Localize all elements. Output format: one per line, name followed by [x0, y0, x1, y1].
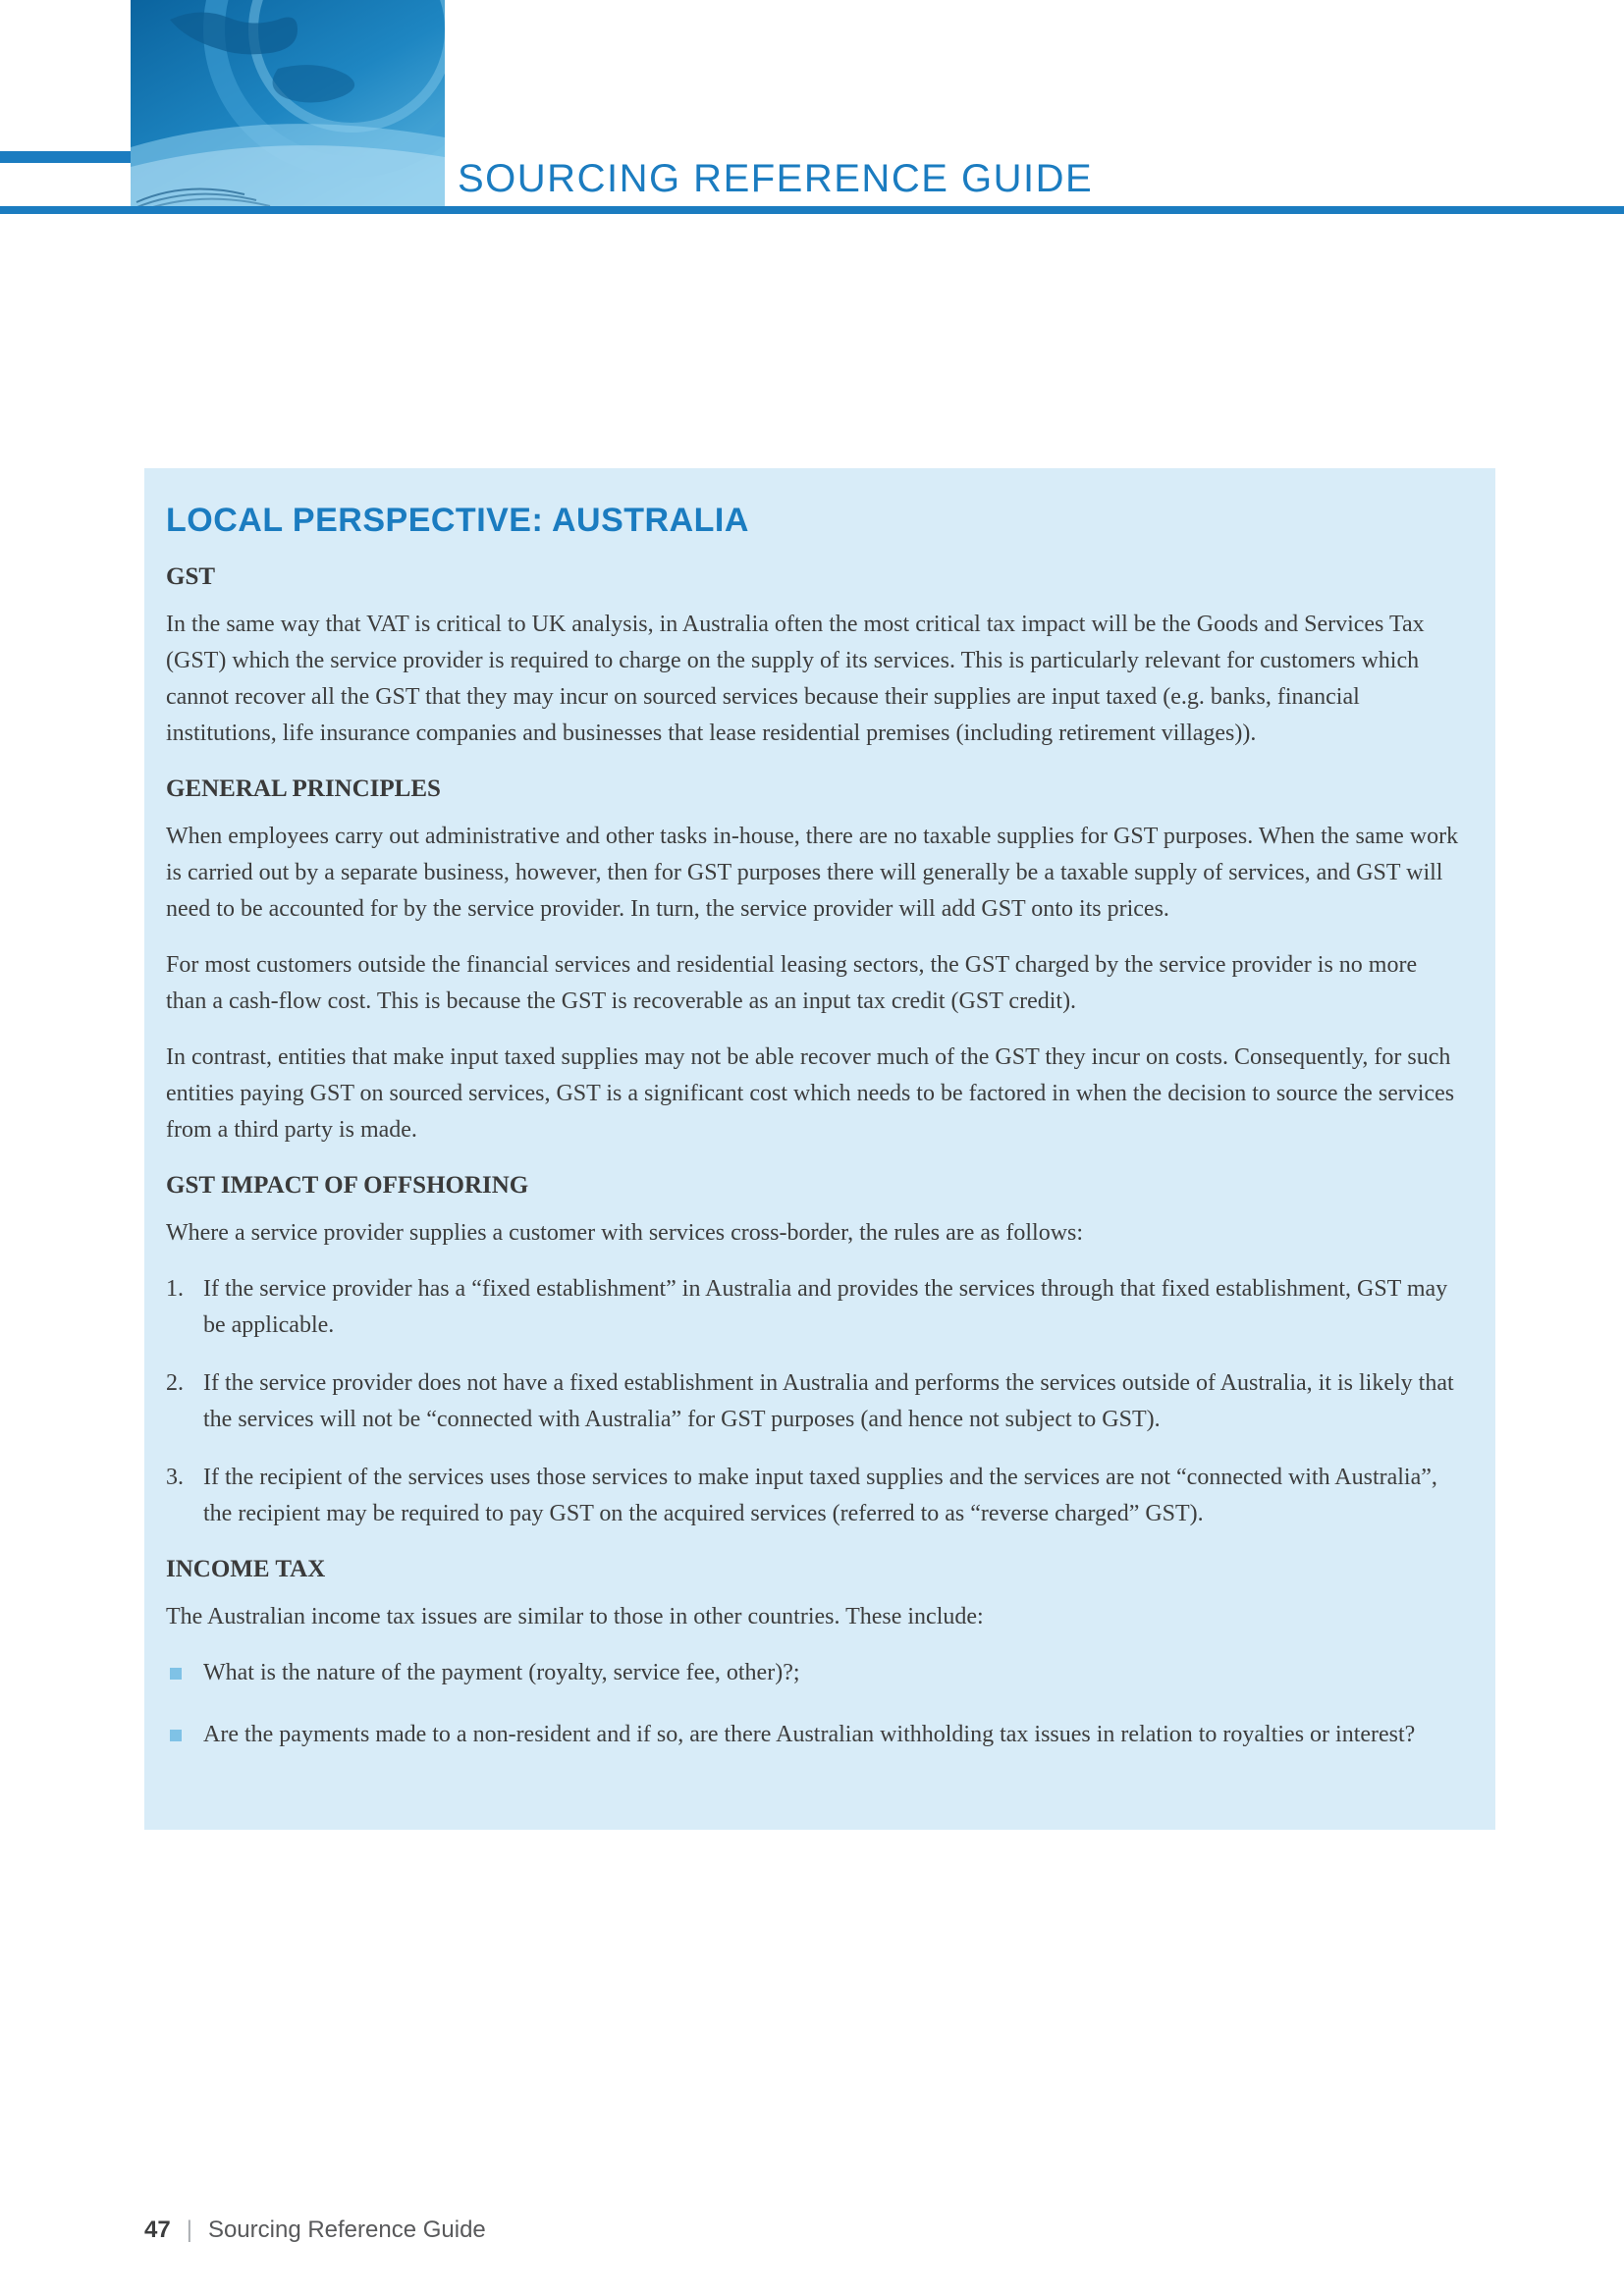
offshoring-intro: Where a service provider supplies a customer with services cross-border, the rules are as follows: [166, 1220, 1084, 1246]
page-footer [144, 2216, 486, 2244]
numbered-item-1 [166, 1271, 1462, 1344]
item-number: 3. [166, 1465, 184, 1490]
general-principles-heading: GENERAL PRINCIPLES [166, 775, 441, 802]
world-map-image [131, 0, 445, 214]
item-number: 2. [166, 1370, 184, 1396]
footer-divider: | [186, 2216, 192, 2243]
header-rule-left [0, 151, 131, 163]
page-number: 47 [144, 2216, 171, 2243]
bullet-item-1 [166, 1655, 1462, 1691]
general-principles-paragraph-3: In contrast, entities that make input taxed supplies may not be able recover much of the GST they incur on costs. Consequently, for such entities paying GST on sourced services, GST is a significant cost which needs to be factored in when the decision to source the services from a third party is made. [166, 1044, 1455, 1143]
bullet-text: Are the payments made to a non-resident and if so, are there Australian withholding tax issues in relation to royalties or interest? [203, 1722, 1416, 1747]
panel-title: LOCAL PERSPECTIVE: AUSTRALIA [166, 502, 749, 539]
bullet-text: What is the nature of the payment (royalty, service fee, other)?; [203, 1660, 800, 1685]
general-principles-paragraph-2: For most customers outside the financial services and residential leasing sectors, the GST charged by the service provider is no more than a cash-flow cost. This is because the GST is recoverable as an input tax credit (GST credit). [166, 952, 1418, 1014]
numbered-item-2 [166, 1365, 1462, 1438]
item-text: If the recipient of the services uses those services to make input taxed supplies and the services are not “connected with Australia”, the recipient may be required to pay GST on the acquired services (referred to as “reverse charged” GST). [203, 1465, 1437, 1526]
numbered-item-3 [166, 1460, 1462, 1532]
income-tax-heading: INCOME TAX [166, 1556, 326, 1582]
offshoring-numbered-list [166, 1271, 1462, 1532]
local-perspective-panel [144, 468, 1495, 1830]
square-bullet-icon [170, 1730, 182, 1741]
bullet-item-2 [166, 1717, 1462, 1753]
header-rule-bottom [0, 206, 1624, 214]
offshoring-heading: GST IMPACT OF OFFSHORING [166, 1172, 529, 1199]
item-number: 1. [166, 1276, 184, 1302]
guide-title: SOURCING REFERENCE GUIDE [458, 157, 1094, 200]
square-bullet-icon [170, 1668, 182, 1680]
item-text: If the service provider has a “fixed establishment” in Australia and provides the services through that fixed establishment, GST may be applicable. [203, 1276, 1448, 1338]
general-principles-paragraph-1: When employees carry out administrative and other tasks in-house, there are no taxable supplies for GST purposes. When the same work is carried out by a separate business, however, then for GST purposes there will generally be a taxable supply of services, and GST will need to be accounted for by the service provider. In turn, the service provider will add GST onto its prices. [166, 824, 1459, 922]
item-text: If the service provider does not have a fixed establishment in Australia and performs the services outside of Australia, it is likely that the services will not be “connected with Australia” for GST purposes (and hence not subject to GST). [203, 1370, 1454, 1432]
gst-heading: GST [166, 563, 216, 590]
gst-paragraph: In the same way that VAT is critical to UK analysis, in Australia often the most critical tax impact will be the Goods and Services Tax (GST) which the service provider is required to charge on the supply of its services. This is particularly relevant for customers which cannot recover all the GST that they may incur on sourced services because their supplies are input taxed (e.g. banks, financial institutions, life insurance companies and businesses that lease residential premises (including retirement villages)). [166, 612, 1425, 746]
income-tax-intro: The Australian income tax issues are similar to those in other countries. These include: [166, 1604, 984, 1629]
footer-title: Sourcing Reference Guide [207, 2216, 486, 2243]
income-tax-bullet-list [166, 1655, 1462, 1753]
world-map-graphic [131, 0, 445, 214]
